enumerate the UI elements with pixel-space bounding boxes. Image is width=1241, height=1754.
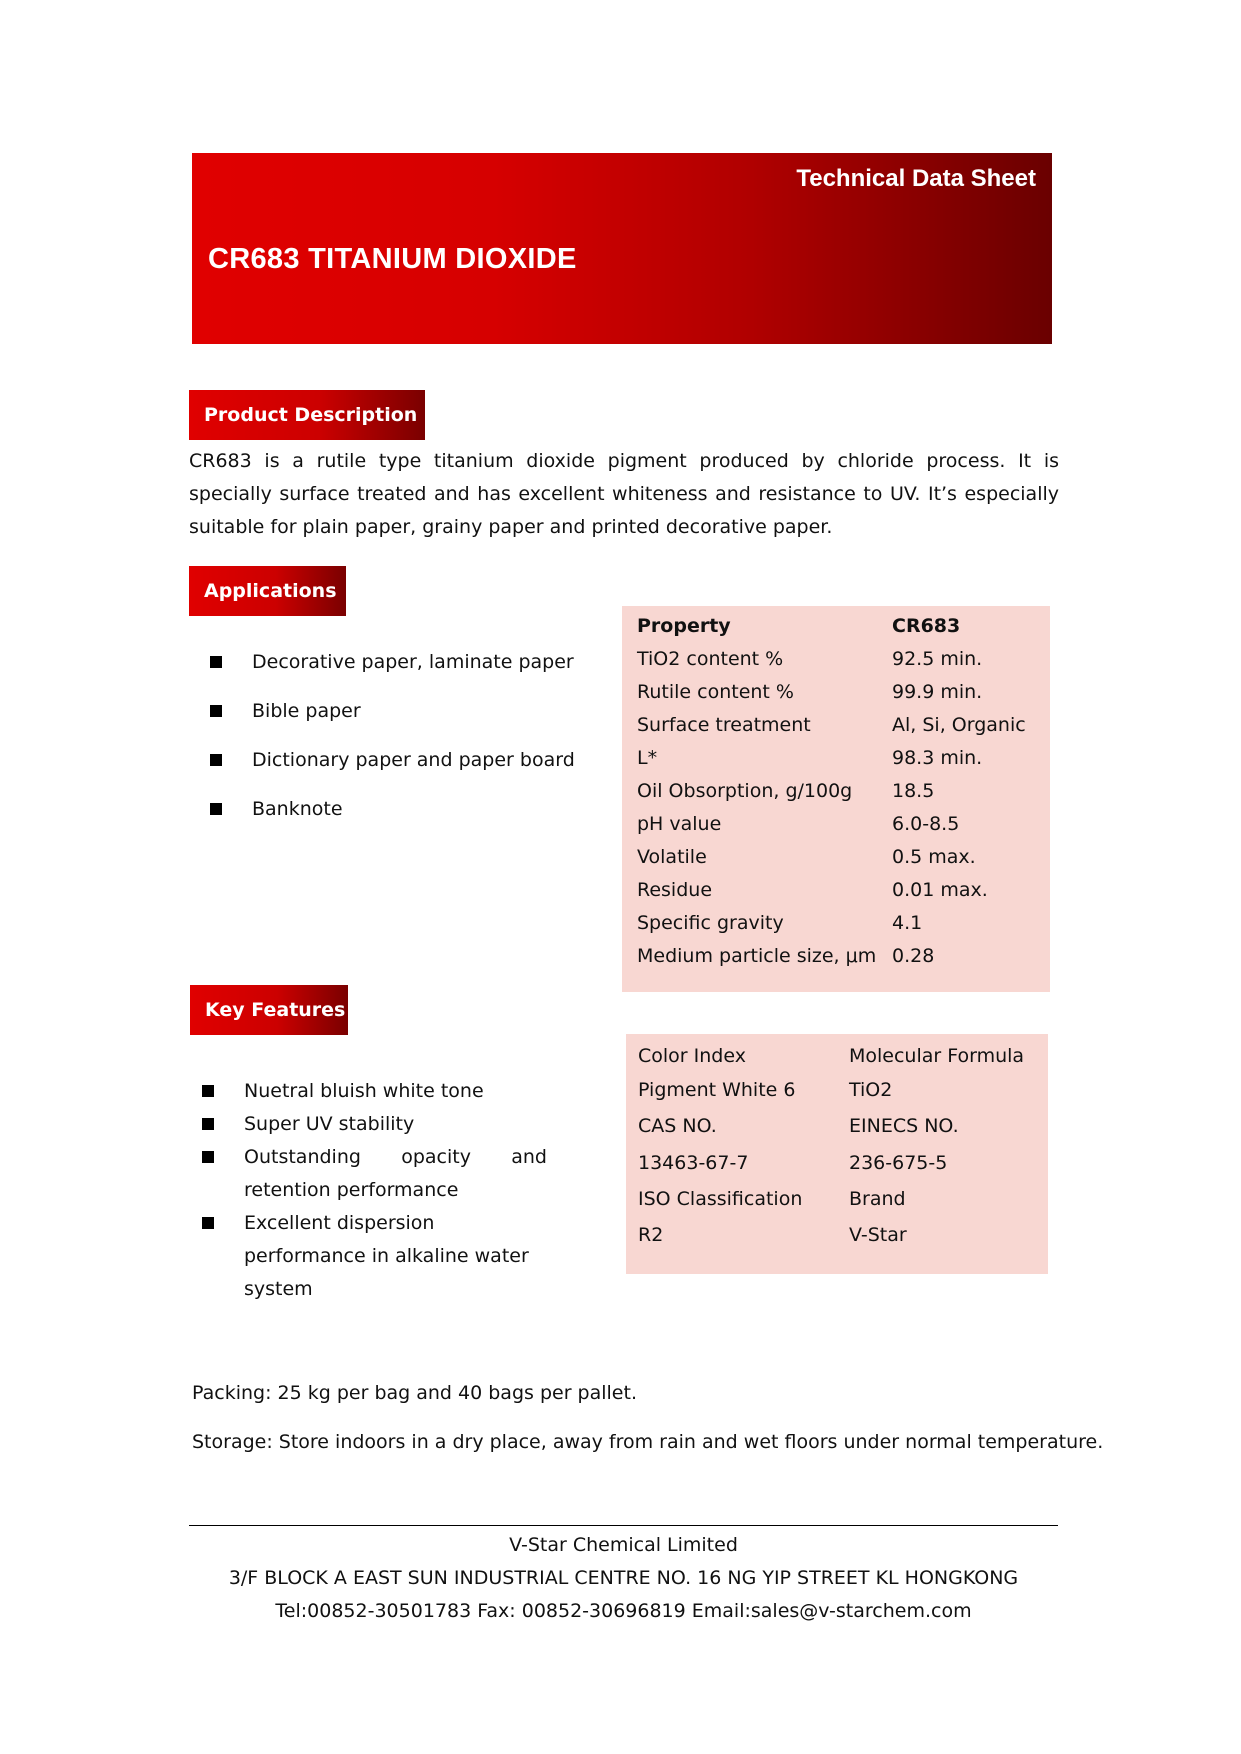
property-name: Oil Obsorption, g/100g <box>637 780 853 802</box>
property-value: 0.5 max. <box>892 846 976 868</box>
list-item <box>210 735 575 784</box>
table-row <box>638 1147 1038 1180</box>
identity-table <box>626 1034 1048 1274</box>
identity-left-cell: CAS NO. <box>638 1115 717 1137</box>
list-item <box>210 784 575 833</box>
square-bullet-icon <box>210 803 222 815</box>
identity-right-cell: EINECS NO. <box>849 1115 959 1137</box>
table-row <box>638 1040 1038 1073</box>
square-bullet-icon <box>210 754 222 766</box>
feature-label: Outstanding opacity and retention performance <box>244 1146 547 1201</box>
company-name: V-Star Chemical Limited <box>509 1534 738 1556</box>
identity-right-cell: V-Star <box>849 1224 907 1246</box>
footer <box>189 1529 1058 1628</box>
property-name: Rutile content % <box>637 681 794 703</box>
application-label: Banknote <box>252 797 343 820</box>
value-header: CR683 <box>892 615 961 637</box>
table-row <box>637 874 1037 907</box>
table-row <box>638 1074 1038 1107</box>
table-row <box>637 676 1037 709</box>
properties-table <box>622 606 1050 992</box>
property-name: Surface treatment <box>637 714 811 736</box>
property-name: L* <box>637 747 658 769</box>
doc-type-label: Technical Data Sheet <box>796 165 1036 192</box>
identity-right-cell: TiO2 <box>849 1079 893 1101</box>
square-bullet-icon <box>210 656 222 668</box>
identity-left-cell: Pigment White 6 <box>638 1079 796 1101</box>
table-row <box>638 1219 1038 1252</box>
applications-list <box>210 637 575 833</box>
property-value: 18.5 <box>892 780 935 802</box>
identity-left-cell: ISO Classification <box>638 1188 803 1210</box>
application-label: Decorative paper, laminate paper <box>252 650 574 673</box>
table-row <box>637 841 1037 874</box>
table-row <box>637 940 1037 973</box>
company-address: 3/F BLOCK A EAST SUN INDUSTRIAL CENTRE NO. 16 NG YIP STREET KL HONGKONG <box>228 1567 1019 1589</box>
property-name: Volatile <box>637 846 707 868</box>
property-value: 4.1 <box>892 912 923 934</box>
feature-label: Nuetral bluish white tone <box>244 1080 484 1102</box>
property-name: TiO2 content % <box>637 648 784 670</box>
feature-label: Super UV stability <box>244 1113 415 1135</box>
list-item <box>202 1108 547 1141</box>
product-description-text: CR683 is a rutile type titanium dioxide pigment produced by chloride process. It is specially surface treated and has excellent whiteness and resistance to UV. It’s especially suitable for plain paper, grainy paper and printed decorative paper. <box>189 450 1059 538</box>
storage-text: Storage: Store indoors in a dry place, away from rain and wet floors under normal temperature. <box>192 1431 1104 1453</box>
square-bullet-icon <box>202 1085 214 1097</box>
property-value: 0.01 max. <box>892 879 988 901</box>
list-item <box>202 1075 547 1108</box>
property-value: 99.9 min. <box>892 681 983 703</box>
table-row <box>637 643 1037 676</box>
feature-label: Excellent dispersion performance in alkaline water system <box>244 1212 529 1300</box>
table-header-row <box>637 610 1037 643</box>
property-value: 0.28 <box>892 945 935 967</box>
key-features-list <box>202 1075 547 1306</box>
table-row <box>638 1183 1038 1216</box>
table-row <box>637 742 1037 775</box>
applications-heading: Applications <box>189 566 346 616</box>
property-name: Medium particle size, μm <box>637 945 877 967</box>
table-row <box>638 1110 1038 1143</box>
property-value: 92.5 min. <box>892 648 983 670</box>
list-item <box>202 1207 547 1306</box>
product-title: CR683 TITANIUM DIOXIDE <box>208 243 577 275</box>
square-bullet-icon <box>202 1217 214 1229</box>
footer-divider <box>189 1525 1058 1526</box>
square-bullet-icon <box>202 1118 214 1130</box>
application-label: Dictionary paper and paper board <box>252 748 575 771</box>
list-item <box>210 686 575 735</box>
list-item <box>202 1141 547 1207</box>
application-label: Bible paper <box>252 699 361 722</box>
square-bullet-icon <box>210 705 222 717</box>
title-banner <box>192 153 1052 344</box>
identity-right-cell: Brand <box>849 1188 906 1210</box>
identity-right-cell: 236-675-5 <box>849 1152 948 1174</box>
table-row <box>637 709 1037 742</box>
identity-right-cell: Molecular Formula <box>849 1045 1025 1067</box>
identity-left-cell: Color Index <box>638 1045 746 1067</box>
property-value: Al, Si, Organic <box>892 714 1026 736</box>
property-value: 6.0-8.5 <box>892 813 960 835</box>
list-item <box>210 637 575 686</box>
property-name: Specific gravity <box>637 912 784 934</box>
table-row <box>637 775 1037 808</box>
square-bullet-icon <box>202 1151 214 1163</box>
table-row <box>637 808 1037 841</box>
key-features-heading: Key Features <box>190 985 348 1035</box>
product-description-heading: Product Description <box>189 390 425 440</box>
property-header: Property <box>637 615 731 637</box>
packing-text: Packing: 25 kg per bag and 40 bags per pallet. <box>192 1382 637 1404</box>
identity-left-cell: R2 <box>638 1224 664 1246</box>
identity-left-cell: 13463-67-7 <box>638 1152 749 1174</box>
property-value: 98.3 min. <box>892 747 983 769</box>
property-name: Residue <box>637 879 713 901</box>
property-name: pH value <box>637 813 722 835</box>
table-row <box>637 907 1037 940</box>
company-contact: Tel:00852-30501783 Fax: 00852-30696819 Email:sales@v-starchem.com <box>275 1600 972 1622</box>
